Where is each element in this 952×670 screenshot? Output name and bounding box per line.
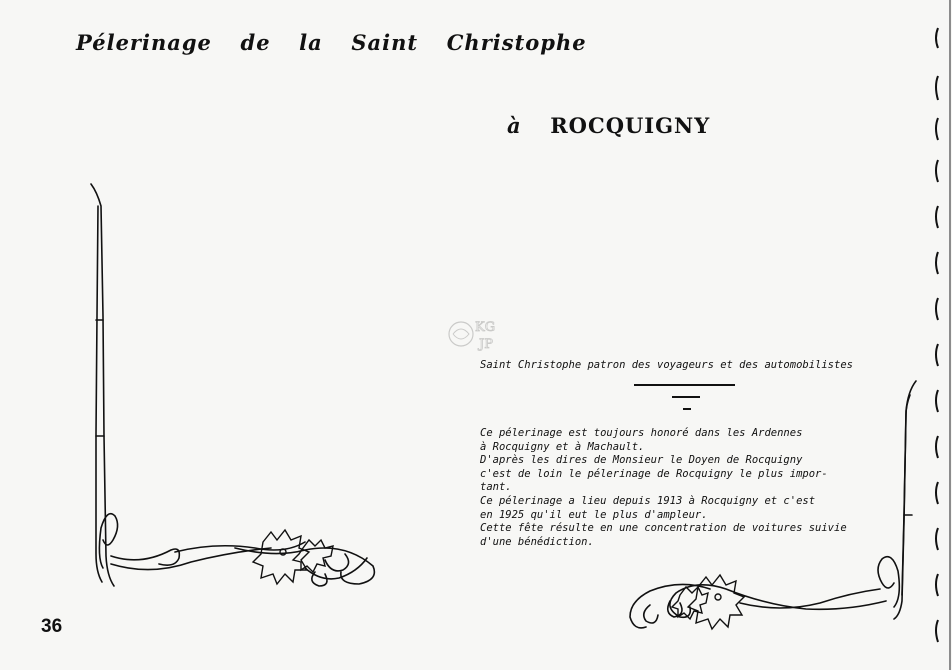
page-number: 36	[41, 616, 63, 637]
subtitle-place: ROCQUIGNY	[550, 113, 711, 138]
paragraph-line: d'une bénédiction.	[480, 535, 594, 548]
left-floral-ornament-icon	[85, 180, 385, 600]
paragraph-line: à Rocquigny et à Machault.	[480, 440, 645, 453]
svg-text:JP: JP	[479, 337, 493, 352]
paragraph-line: c'est de loin le pélerinage de Rocquigny le plus impor-	[480, 467, 828, 480]
stamp-text: KG	[475, 320, 496, 335]
paragraph-line: en 1925 qu'il eut le plus d'ampleur.	[480, 508, 708, 521]
page-title: Pélerinage de la Saint Christophe	[76, 30, 587, 55]
right-floral-ornament-icon	[610, 375, 920, 640]
spiral-binding-icon	[928, 0, 952, 670]
page-subtitle	[507, 113, 710, 138]
paragraph-line: Cette fête résulte en une concentration de voitures suivie	[480, 522, 847, 535]
paragraph-line: Ce pélerinage est toujours honoré dans les Ardennes	[480, 427, 803, 439]
image-caption: Saint Christophe patron des voyageurs et des automobilistes	[480, 359, 853, 371]
paragraph-line: Ce pélerinage a lieu depuis 1913 à Rocquigny et c'est	[480, 494, 816, 507]
paragraph-line: tant.	[480, 481, 512, 494]
paragraph-line: D'après les dires de Monsieur le Doyen de Rocquigny	[480, 454, 803, 467]
subtitle-prefix: à	[507, 113, 522, 138]
stamp-watermark	[445, 312, 509, 356]
